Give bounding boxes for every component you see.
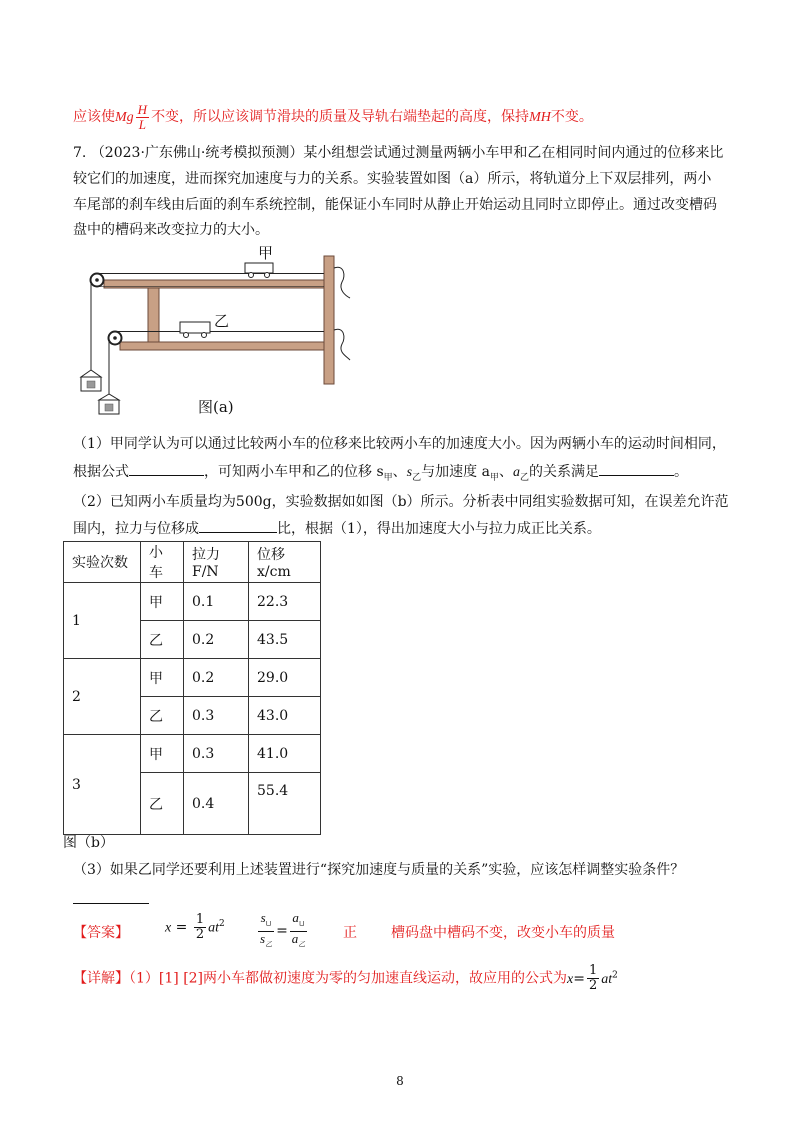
cart-cell: 甲 [141,583,184,621]
ratio-s-num: s [260,910,266,925]
cart-top-label: 甲 [258,244,274,262]
part2-line-2 [73,518,733,539]
trial-cell: 3 [64,735,141,835]
force-cell: 0.2 [184,659,249,697]
cart-cell: 甲 [141,659,184,697]
header-force: 拉力 F/N [184,542,249,583]
part1-line-2 [73,461,733,488]
answer-exp: 2 [219,918,225,929]
a-yi-var: a [512,465,520,480]
part1-sep: 、 [392,464,407,480]
answer-tag: 【答案】 [73,925,129,941]
cart-bottom-label: 乙 [214,312,230,330]
part2-text-b: 比，根据（1），得出加速度大小与拉力成正比关系。 [277,521,601,537]
question-text-1: 某小组想尝试通过测量两辆小车甲和乙在相同时间内通过的位移来比 [303,145,724,161]
cart-cell: 甲 [141,735,184,773]
displacement-cell: 29.0 [249,659,321,697]
table-header-row [64,542,321,583]
displacement-cell: 55.4 [249,773,321,835]
intro-line [73,100,733,134]
table-caption: 图（b） [63,835,114,851]
apparatus-figure [74,246,374,418]
answer-formula: x = $\frac{1}{2}$ $at^2$ [165,912,225,942]
ratio-s [258,911,274,951]
displacement-cell: 43.0 [249,697,321,735]
ratio-s-num-sub: ⊔ [265,919,272,928]
answer-at: at [208,920,220,936]
displacement-cell: 22.3 [249,583,321,621]
page-number: 8 [396,1074,404,1088]
question-line-4: 盘中的槽码来改变拉力的大小。 [73,222,269,238]
intro-suffix-a: 不变，所以应该调节滑块的质量及导轨右端垫起的高度，保持 [151,109,530,125]
intro-mh: MH [529,110,551,125]
answer-third: 槽码盘中槽码不变，改变小车的质量 [391,925,615,941]
ratio-s-den-sub: 乙 [265,940,273,949]
question-number: 7. [73,145,87,161]
weight-pan-top [81,370,101,391]
header-displacement: 位移 x/cm [249,542,321,583]
answer-half-num: 1 [195,912,205,927]
middle-support [148,288,159,342]
detail-half-den: 2 [588,978,598,993]
ratio-a [290,911,308,951]
question-line-3: 车尾部的刹车线由后面的刹车系统控制，能保证小车同时从静止开始运动且同时立即停止。通过改变槽码 [73,197,717,213]
force-cell: 0.1 [184,583,249,621]
sub-yi-2: 乙 [519,472,529,483]
detail-half-num: 1 [588,963,598,978]
right-post [324,256,334,384]
intro-formula-factor: Mg [115,110,134,125]
answer-second: 正 [343,925,357,941]
part1-text-f: 。 [673,464,688,480]
answer-row [73,910,753,949]
part3-line-1: （3）如果乙同学还要利用上述装置进行“探究加速度与质量的关系”实验，应该怎样调整实验条件？ [73,862,685,878]
sub-jia-2: 甲 [489,472,499,483]
relation-blank [599,461,674,476]
detail-text: （1）[1] [2]两小车都做初速度为零的匀加速直线运动，故应用的公式为 [129,970,568,987]
formula-blank [129,461,204,476]
intro-formula-fraction [136,103,149,132]
ratio-a-den-sub: 乙 [298,940,306,949]
figure-a-caption: 图(a) [198,398,234,416]
displacement-cell: 43.5 [249,621,321,659]
table-row [64,735,321,773]
header-trial: 实验次数 [64,542,141,583]
part2-text-a: 围内，拉力与位移成 [73,521,199,537]
intro-formula-den: L [138,116,146,132]
answer-half-den: 2 [195,927,205,942]
detail-x: x [567,971,574,987]
intro-formula-num: H [137,101,148,117]
part1-line-1: （1）甲同学认为可以通过比较两小车的位移来比较两小车的加速度大小。因为两辆小车的运动时间相同， [73,436,726,452]
detail-at: at [601,971,613,987]
ratio-a-num-sub: ⊔ [298,919,305,928]
cart-cell: 乙 [141,697,184,735]
displacement-cell: 41.0 [249,735,321,773]
table-row [64,659,321,697]
force-cell: 0.3 [184,735,249,773]
answer-x: x [165,920,172,936]
intro-prefix: 应该使 [73,109,115,125]
data-table [63,541,321,835]
header-cart: 小车 [141,542,184,583]
ratio-a-num: a [292,910,299,925]
part1-text-e: 的关系满足 [528,464,599,480]
cart-cell: 乙 [141,621,184,659]
trial-cell: 2 [64,659,141,735]
force-cell: 0.2 [184,621,249,659]
trial-cell: 1 [64,583,141,659]
part3-answer-blank [73,903,149,904]
answer-ratio: $\frac{s_⊔}{s_乙}$ = $\frac{a_⊔}{a_乙}$ [256,911,309,951]
force-cell: 0.4 [184,773,249,835]
question-source: （2023·广东佛山·统考模拟预测） [90,145,304,161]
question-line-1 [73,143,733,163]
sub-jia: 甲 [383,472,393,483]
part1-text-b: ，可知两小车甲和乙的位移 s [204,464,384,480]
ratio-blank [199,518,277,533]
s-yi-var: s [406,465,413,480]
detail-exp: 2 [612,969,618,980]
weight-pan-bottom [99,394,119,414]
detail-formula: x= $\frac{1}{2}$ $at^2$ [567,963,618,993]
question-line-2: 较它们的加速度，进而探究加速度与力的关系。实验装置如图（a）所示，将轨道分上下双层排列，两小 [73,171,712,187]
part1-text-a: 根据公式 [73,464,129,480]
part1-text-c: 与加速度 a [421,464,490,480]
detail-tag: 【详解】 [73,970,129,987]
detail-row [73,964,753,1000]
cart-top [245,263,273,278]
detail-half [587,964,599,993]
bottom-board [120,342,324,350]
cart-bottom [180,322,210,338]
table-row [64,583,321,621]
part1-text-d: 、 [498,464,513,480]
cart-cell: 乙 [141,773,184,835]
sub-yi: 乙 [412,472,422,483]
part2-line-1: （2）已知两小车质量均为500g，实验数据如如图（b）所示。分析表中同组实验数据可知，在误差允许范 [73,494,729,510]
answer-half [194,913,206,942]
ratio-s-den: s [260,930,266,946]
ratio-a-den: a [291,930,299,946]
force-cell: 0.3 [184,697,249,735]
intro-suffix-b: 不变。 [550,109,593,125]
